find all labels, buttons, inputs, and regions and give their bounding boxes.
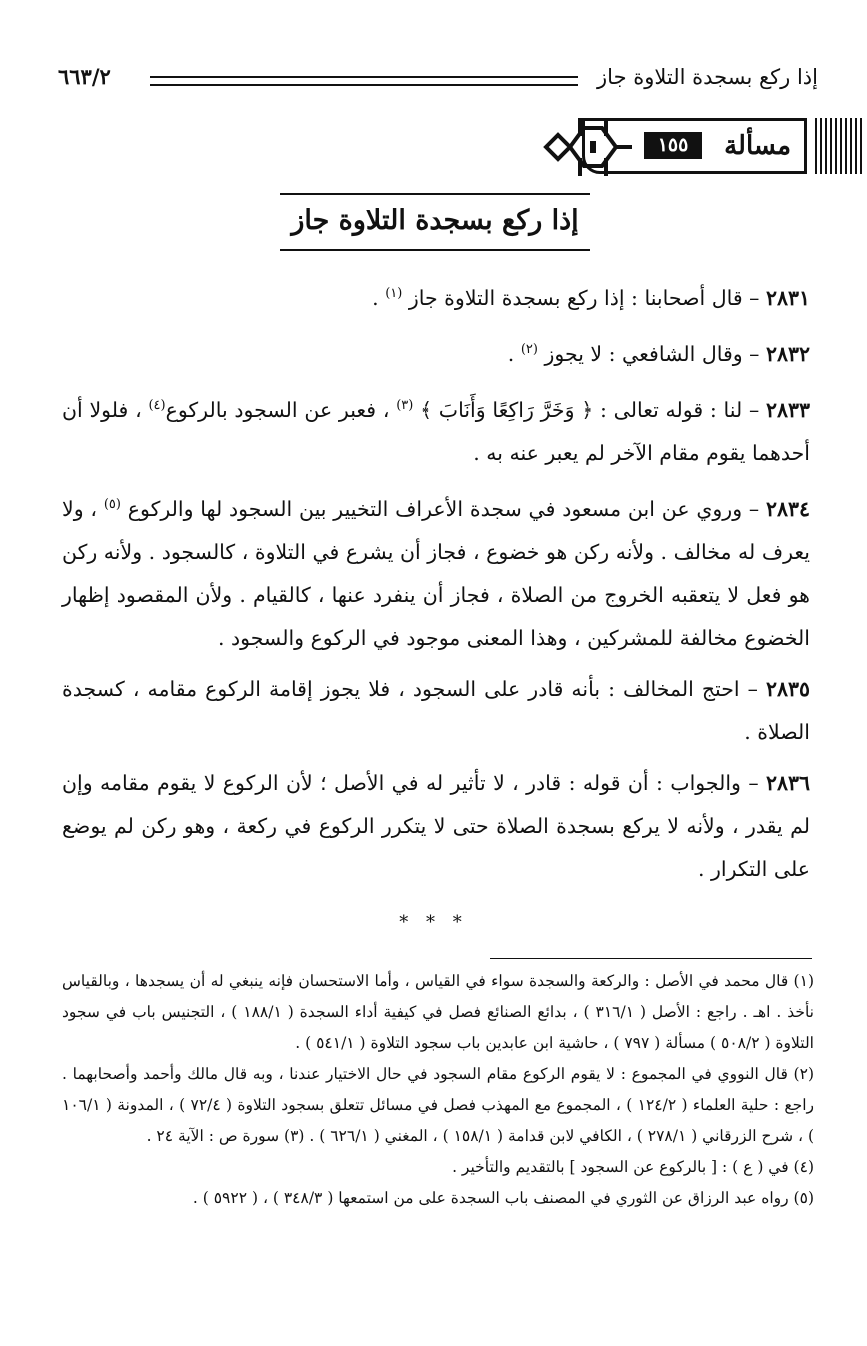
- header-rule: [150, 76, 578, 86]
- paragraph: [62, 483, 810, 660]
- paragraph-text: – والجواب : أن قوله : قادر ، لا تأثير له في الأصل ؛ لأن الركوع لا يقوم مقامه وإن لم يقدر ، ولأنه لا يركع بسجدة الصلاة حتى لا يتكرر الركوع في ركعة ، وهو ركن لم يوضع على التكرار .: [62, 771, 810, 881]
- paragraph-tail: ، فلولا أن أحدهما يقوم مقام الآخر لم يعبر عنه به .: [62, 398, 810, 465]
- question-number: ١٥٥: [644, 132, 702, 159]
- footnote-ref: (٢): [520, 342, 538, 357]
- paragraph-number: ٢٨٣٢: [765, 342, 810, 366]
- paragraph-number: ٢٨٣٤: [765, 497, 810, 521]
- footnote: (٤) في ( ع ) : [ بالركوع عن السجود ] بالتقديم والتأخير .: [452, 1158, 814, 1176]
- running-title: إذا ركع بسجدة التلاوة جاز: [597, 65, 818, 89]
- footnote-ref: (٥): [103, 497, 121, 512]
- footnote-rule: [490, 958, 812, 959]
- running-header: [58, 62, 818, 96]
- paragraph-text: – قال أصحابنا : إذا ركع بسجدة التلاوة جاز: [402, 286, 766, 310]
- question-title: إذا ركع بسجدة التلاوة جاز: [291, 205, 579, 236]
- question-title-box: [280, 193, 590, 251]
- paragraph-number: ٢٨٣٥: [765, 677, 810, 701]
- banner-bars-ornament: [815, 118, 865, 174]
- footnote-ref: (٤): [148, 398, 166, 413]
- paragraph-tail: .: [372, 286, 386, 310]
- paragraph: [62, 384, 810, 475]
- paragraph: [62, 668, 810, 754]
- paragraph-tail: ، ولا يعرف له مخالف . ولأنه ركن هو خضوع ، فجاز أن يشرع في التلاوة ، كالسجود . ولأنه ركن هو فعل لا يتعقبه الخروج من الصلاة ، فجاز أن ينفرد عنها ، كالقيام . ولأن المقصود إظهار الخضوع مخالفة للمشركين ، وهذا المعنى موجود في الركوع والسجود .: [62, 497, 810, 650]
- paragraph: [62, 762, 810, 891]
- paragraph-number: ٢٨٣١: [765, 286, 810, 310]
- paragraph: [62, 272, 810, 320]
- paragraph-text: – وروي عن ابن مسعود في سجدة الأعراف التخيير بين السجود لها والركوع: [120, 497, 766, 521]
- question-label: مسألة: [724, 131, 791, 161]
- page-number: ٦٦٣/٢: [58, 64, 111, 89]
- paragraph-text: – وقال الشافعي : لا يجوز: [537, 342, 766, 366]
- paragraph-text: – احتج المخالف : بأنه قادر على السجود ، فلا يجوز إقامة الركوع مقامه ، كسجدة الصلاة .: [62, 677, 810, 744]
- footnote: (٥) رواه عبد الرزاق عن الثوري في المصنف باب السجدة على من استمعها ( ٣٤٨/٣ ) ، ( ٥٩٢٢ ) .: [192, 1189, 814, 1207]
- title-top-rule: [280, 193, 590, 195]
- paragraph-number: ٢٨٣٣: [765, 398, 810, 422]
- section-separator: * * *: [399, 912, 468, 933]
- main-text: [62, 272, 810, 899]
- banner-knot-ornament: [540, 116, 645, 178]
- footnote-ref: (٣): [396, 398, 414, 413]
- paragraph: [62, 328, 810, 376]
- paragraph-text: – لنا : قوله تعالى : ﴿ وَخَرَّ رَاكِعًا وَأَنَابَ ﴾: [413, 398, 766, 422]
- footnote: (١) قال محمد في الأصل : والركعة والسجدة سواء في القياس ، وأما الاستحسان فإنه ينبغي له أن يسجدها ، وبالقياس نأخذ . اهـ . راجع : الأصل ( ٣١٦/١ ) ، بدائع الصنائع فصل في كيفية أداء السجدة ( ١٨٨/١ ) ، التجنيس باب في سجود التلاوة ( ٥٠٨/٢ ) مسألة ( ٧٩٧ ) ، حاشية ابن عابدين باب سجود التلاوة ( ٥٤١/١ ) .: [62, 972, 814, 1052]
- footnotes: [62, 966, 814, 1214]
- footnote-ref: (١): [385, 286, 403, 301]
- footnote: (٢) قال النووي في المجموع : لا يقوم الركوع مقام السجود في حال الاختيار عندنا ، وبه قال مالك وأحمد وأصحابهما . راجع : حلية العلماء ( ١٢٤/٢ ) ، المجموع مع المهذب فصل في مسائل تتعلق بسجود التلاوة ( ٧٢/٤ ) ، المدونة ( ١٠٦/١ ) ، شرح الزرقاني ( ٢٧٨/١ ) ، الكافي لابن قدامة ( ١٥٨/١ ) ، المغني ( ٦٢٦/١ ) . (٣) سورة ص : الآية ٢٤ .: [62, 1065, 815, 1145]
- paragraph-number: ٢٨٣٦: [765, 771, 810, 795]
- title-bottom-rule: [280, 249, 590, 251]
- paragraph-tail: .: [507, 342, 521, 366]
- paragraph-tail: ، فعبر عن السجود بالركوع: [165, 398, 397, 422]
